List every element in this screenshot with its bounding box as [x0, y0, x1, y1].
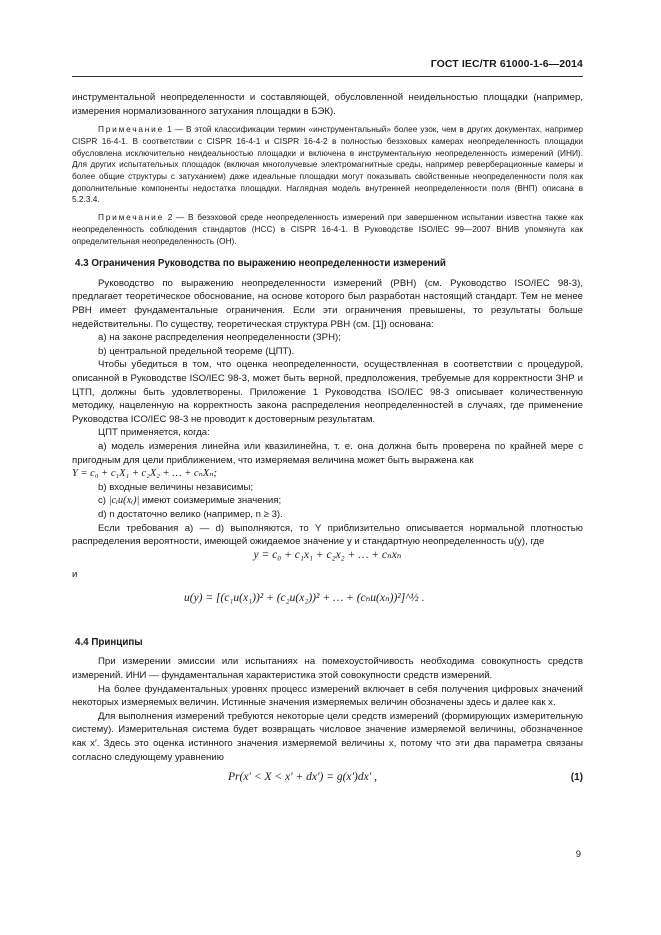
section-4-3-paragraph-3: ЦПТ применяется, когда:: [98, 427, 210, 439]
condition-c-prefix: c): [98, 495, 106, 507]
note-2-text: 2 — В безэховой среде неопределенность измерений при завершенном испытании известна также как неопределенность соблюдения стандартов (НСС) в CISPR 16-4-1. В Руководстве ISO/IEC 99—2007 ВНИВ упомянута как определительная неопределенность (ОН).: [72, 212, 583, 246]
formula-1: [72, 769, 583, 795]
section-4-4-heading: 4.4 Принципы: [75, 636, 143, 648]
condition-c: [72, 494, 583, 508]
formula-expected-value: y = c₀ + c₁x₁ + c₂x₂ + … + cₙxₙ: [253, 548, 402, 561]
note-1-label: Примечание: [98, 124, 165, 135]
intro-paragraph: инструментальной неопределенности и составляющей, обусловленной неидельностью площадки (например, измерения нормализованного затухания площадки в БЭК).: [72, 92, 583, 117]
section-4-3-paragraph-1: Руководство по выражению неопределенности измерений (РВН) (см. Руководство ISO/IEC 98-3), предлагает теоретическое обоснование, на основе которого был разработан настоящий стандарт. Тем не менее РВН имеет фундаментальные ограничения. Если эти ограничения превышены, то результаты больше недействительны. По существу, теоретическая структура РВН (см. [1]) основана:: [72, 277, 583, 330]
condition-c-math: |cᵢu(xᵢ)|: [108, 495, 140, 507]
section-4-4-paragraph-1: При измерении эмиссии или испытаниях на помехоустойчивость необходима совокупность средств измерений. ИНИ — фундаментальная характеристика этой совокупности средств измерений.: [72, 656, 583, 682]
list-item-b: b) центральной предельной теореме (ЦПТ).: [98, 345, 295, 357]
note-1: [72, 124, 583, 206]
condition-c-suffix: имеют соизмеримые значения;: [139, 495, 282, 507]
section-4-4-paragraph-2: На более фундаментальных уровнях процесс измерений включает в себя получения цифровых значений некоторых измеряемых величин. Истинные значения измеряемых величин обозначены здесь и далее как x.: [72, 683, 583, 709]
formula-1-text: Pr(x′ < X < x′ + dx′) = g(x′)dx′ ,: [228, 771, 377, 784]
note-1-text: 1 — В этой классификации термин «инструментальный» более узок, чем в других документах, например CISPR 16-4-1. В соответствии с CISPR 16-4-1 и CISPR 16-4-2 в полностью безэховых камерах неопределенность площадки обусловлена исключительно неидеальностью площадки и включена в инструментальную неопределенность измерений (ИНИ). Для других испытательных площадок (включая многолучевые электромагнитные среды, например реверберационные камеры и более общие структуры с затуханием) даже идеальные площадки могут показывать свойственные неопределенности поля как дополнительные компоненты недостатка площадки. Наглядная модель внутренней неопределенности поля (ВНП) описана в 5.2.3.4.: [72, 124, 583, 205]
section-4-4-paragraph-3: Для выполнения измерений требуются некоторые цели средств измерений (формирующих измерительную систему). Измерительная система будет возвращать числовое значение измеряемой величины, обозначенное как x′. Здесь это оценка истинного значения измеряемой величины x, потому что эти два параметра связаны согласно следующему уравнению: [72, 710, 583, 763]
formula-1-number: (1): [570, 772, 583, 784]
document-body: [72, 91, 583, 795]
condition-b: b) входные величины независимы;: [98, 481, 254, 493]
condition-a-formula-text: Y = c₀ + c₁X₁ + c₂X₂ + … + cₙXₙ;: [72, 468, 217, 480]
condition-a: а) модель измерения линейна или квазилинейна, т. е. она должна быть проверена по крайней мере с пригодным для цели приближением, что измеряемая величина может быть выражена как: [72, 440, 583, 466]
condition-d: d) n достаточно велико (например, n ≥ 3).: [98, 508, 283, 520]
page-number: 9: [575, 849, 581, 860]
section-4-3-paragraph-2: Чтобы убедиться в том, что оценка неопределенности, осуществленная в соответствии с процедурой, описанной в Руководстве ISO/IEC 98-3, может быть верной, предположения, требуемые для корректности ЗНР и ЦТП, должны быть удовлетворены. Приложение 1 Руководства ISO/IEC 98-3 описывает количественную методику, нацеленную на корректность закона распределения неопределенностей в случаях, где применение Руководства ICO/IEC 98-3 не проводит к достоверным результатам.: [72, 359, 583, 425]
note-2-label: Примечание: [98, 212, 165, 223]
formula-standard-uncertainty-text: u(y) = [(c₁u(x₁))² + (c₂u(x₂))² + … + (cₙu(xₙ))²]^½ .: [184, 591, 425, 604]
header-rule: [72, 76, 583, 77]
condition-a-formula: [72, 467, 583, 481]
and-word: и: [72, 569, 78, 581]
document-header: ГОСТ IEC/TR 61000-1-6—2014: [430, 58, 583, 70]
formula-standard-uncertainty: [72, 582, 583, 632]
note-2: [72, 212, 583, 247]
section-4-3-heading: 4.3 Ограничения Руководства по выражению неопределенности измерений: [75, 258, 446, 270]
list-item-a: а) на законе распределения неопределенности (ЗРН);: [98, 332, 341, 344]
section-4-3-paragraph-4: Если требования а) — d) выполняются, то Y приблизительно описывается нормальной плотностью распределения вероятности, имеющей ожидаемое значение y и стандартную неопределенность u(y), где: [72, 522, 583, 548]
